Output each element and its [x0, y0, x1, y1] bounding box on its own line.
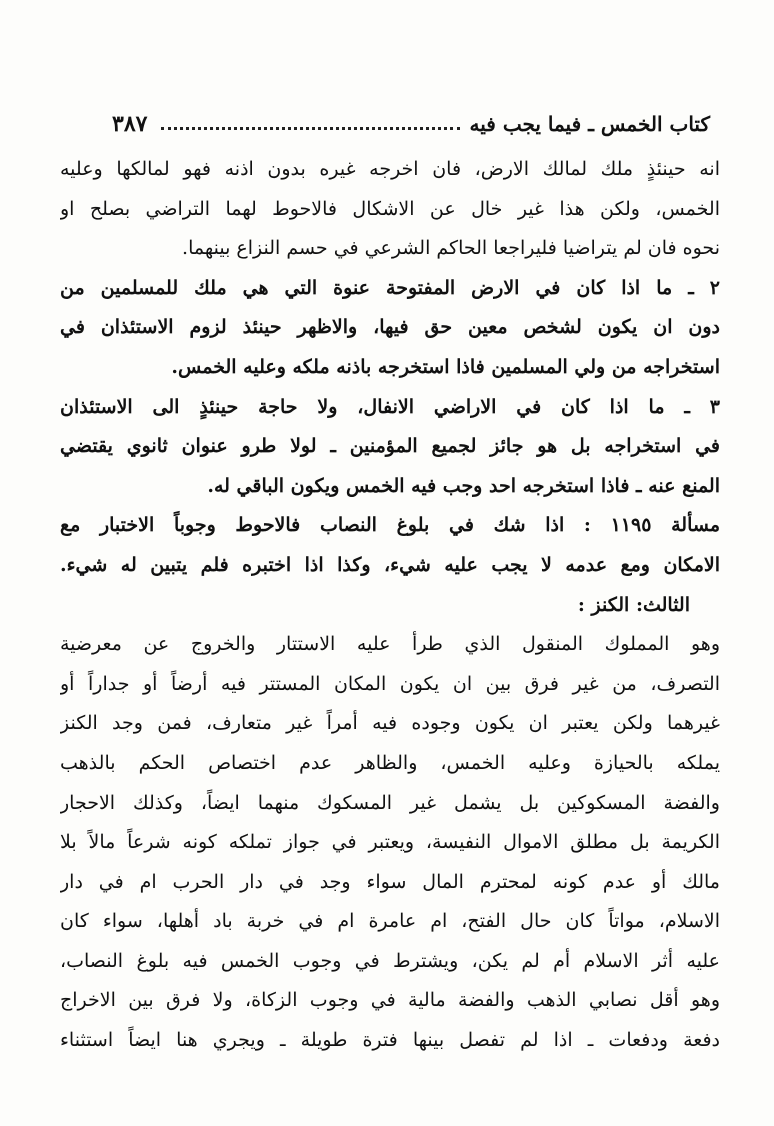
text-line: في استخراجه بل هو جائز لجميع المؤمنين ـ لولا طرو عنوان ثانوي يقتضي: [60, 435, 720, 458]
text-line: استخراجه من ولي المسلمين فاذا استخرجه باذنه ملكه وعليه الخمس.: [171, 355, 720, 378]
header-dot-leader: [161, 127, 459, 130]
text-line: انه حينئذٍ ملك لمالك الارض، فان اخرجه غيره بدون اذنه فهو لمالكها وعليه: [60, 158, 720, 180]
text-line: يملكه بالحيازة وعليه الخمس، والظاهر عدم اختصاص الحكم بالذهب: [60, 751, 720, 774]
text-line: الكريمة بل مطلق الاموال النفيسة، ويعتبر في جواز تملكه كونه شرعاً مالاً بلا: [60, 831, 720, 854]
text-line: مالك أو عدم كونه لمحترم المال سواء وجد في دار الحرب ام في دار: [60, 870, 720, 893]
page-number: ٣٨٧: [112, 111, 148, 137]
text-line: غيرهما ولكن يعتبر ان يكون وجوده فيه أمراً غير متعارف، فمن وجد الكنز: [60, 712, 720, 735]
text-line: وهو أقل نصابي الذهب والفضة مالية في وجوب الزكاة، ولا فرق بين الاخراج: [60, 989, 720, 1012]
text-line: التصرف، من غير فرق بين ان يكون المكان المستتر فيه أرضاً أو جداراً أو: [60, 672, 720, 695]
body-text: [60, 150, 720, 1061]
text-line: والفضة المسكوكين بل يشمل غير المسكوك منهما ايضاً، وكذلك الاحجار: [60, 791, 720, 814]
text-line: دفعة ودفعات ـ اذا لم تفصل بينها فترة طويلة ـ ويجري هنا ايضاً استثناء: [60, 1029, 720, 1052]
text-line: الامكان ومع عدمه لا يجب عليه شيء، وكذا اذا اختبره فلم يتبين له شيء.: [60, 553, 720, 576]
text-line: ٣ ـ ما اذا كان في الاراضي الانفال، ولا حاجة حينئذٍ الى الاستئذان: [60, 395, 720, 418]
running-header: [112, 104, 710, 144]
text-line: المنع عنه ـ فاذا استخرجه احد وجب فيه الخمس ويكون الباقي له.: [207, 474, 720, 497]
text-line: نحوه فان لم يتراضيا فليراجعا الحاكم الشرعي في حسم النزاع بينهما.: [182, 237, 720, 260]
section-heading: الثالث: الكنز :: [577, 593, 690, 616]
text-line: مسألة ١١٩٥ : اذا شك في بلوغ النصاب فالاحوط وجوباً الاختبار مع: [60, 514, 720, 537]
text-line: وهو المملوك المنقول الذي طرأ عليه الاستتار والخروج عن معرضية: [60, 633, 720, 656]
header-title: كتاب الخمس ـ فيما يجب فيه: [469, 112, 710, 136]
text-line: ٢ ـ ما اذا كان في الارض المفتوحة عنوة التي هي ملك للمسلمين من: [60, 276, 720, 299]
text-line: الخمس، ولكن هذا غير خال عن الاشكال فالاحوط لهما التراضي بصلح او: [60, 197, 720, 220]
text-line: دون ان يكون لشخص معين حق فيها، والاظهر حينئذ لزوم الاستئذان في: [60, 316, 720, 339]
text-line: عليه أثر الاسلام أم لم يكن، ويشترط في وجوب الخمس فيه بلوغ النصاب،: [60, 949, 720, 972]
text-line: الاسلام، مواتاً كان حال الفتح، ام عامرة ام في خربة باد أهلها، سواء كان: [60, 910, 720, 933]
